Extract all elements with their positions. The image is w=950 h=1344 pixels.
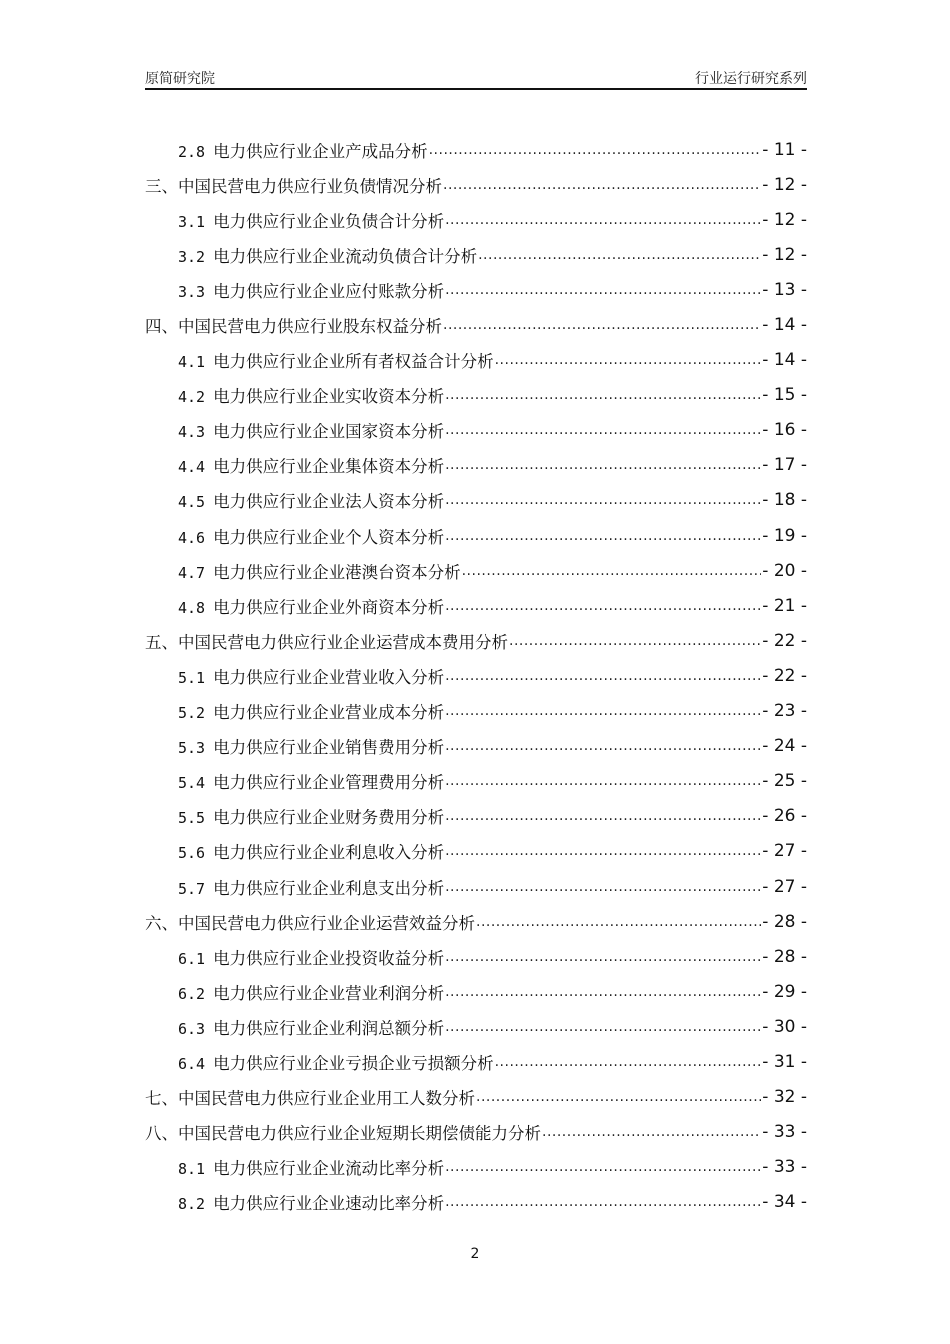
toc-entry-title [178, 1190, 445, 1214]
toc-entry-label: 电力供应行业企业港澳台资本分析 [213, 562, 461, 582]
toc-dot-leader [445, 1194, 761, 1210]
toc-entry-page: - 15 - [762, 385, 807, 406]
toc-entry-page: - 12 - [762, 209, 807, 230]
toc-entry-label: 电力供应行业企业实收资本分析 [213, 387, 445, 407]
toc-dot-leader [429, 142, 762, 158]
toc-entry-number: 4.5 [178, 493, 206, 512]
toc-entry-title [178, 348, 495, 372]
toc-entry-title [145, 1085, 476, 1109]
toc-entry-title [178, 769, 445, 793]
toc-entry-label: 电力供应行业企业投资收益分析 [213, 948, 445, 968]
toc-entry-label: 电力供应行业企业销售费用分析 [213, 738, 445, 758]
toc-entry-page: - 27 - [762, 876, 807, 897]
toc-section-entry[interactable] [145, 974, 807, 1009]
toc-entry-page: - 23 - [762, 701, 807, 722]
toc-entry-title [145, 910, 476, 934]
toc-dot-leader [445, 808, 761, 824]
toc-entry-page: - 17 - [762, 455, 807, 476]
toc-entry-title [178, 138, 429, 162]
toc-entry-page: - 11 - [762, 139, 807, 160]
toc-entry-number: 3.1 [178, 212, 206, 231]
toc-entry-page: - 28 - [762, 911, 807, 932]
toc-entry-title [145, 313, 443, 337]
toc-entry-title [178, 418, 445, 442]
toc-section-entry[interactable] [145, 1044, 807, 1079]
toc-dot-leader [445, 738, 761, 754]
toc-entry-page: - 19 - [762, 525, 807, 546]
toc-dot-leader [445, 492, 761, 508]
toc-entry-label: 电力供应行业企业法人资本分析 [213, 492, 445, 512]
toc-entry-label: 电力供应行业企业国家资本分析 [213, 422, 445, 442]
toc-entry-number: 6.3 [178, 1019, 206, 1038]
toc-entry-title [178, 559, 462, 583]
toc-entry-number: 5.5 [178, 809, 206, 828]
toc-section-entry[interactable] [145, 869, 807, 904]
toc-entry-page: - 30 - [762, 1016, 807, 1037]
toc-entry-page: - 31 - [762, 1051, 807, 1072]
toc-dot-leader [445, 528, 761, 544]
toc-section-entry[interactable] [145, 448, 807, 483]
page-number: 2 [470, 1246, 480, 1262]
toc-section-entry[interactable] [145, 237, 807, 272]
toc-dot-leader [509, 633, 761, 649]
toc-dot-leader [542, 1124, 761, 1140]
toc-entry-number: 4.2 [178, 388, 206, 407]
toc-dot-leader [445, 984, 761, 1000]
toc-dot-leader [445, 598, 761, 614]
toc-dot-leader [445, 387, 761, 403]
toc-section-entry[interactable] [145, 834, 807, 869]
toc-entry-number: 3.3 [178, 282, 206, 301]
toc-entry-label: 五、中国民营电力供应行业企业运营成本费用分析 [145, 632, 508, 652]
toc-dot-leader [495, 352, 762, 368]
toc-entry-number: 6.2 [178, 984, 206, 1003]
toc-dot-leader [443, 317, 761, 333]
toc-section-entry[interactable] [145, 764, 807, 799]
toc-entry-title [178, 804, 445, 828]
toc-entry-page: - 24 - [762, 736, 807, 757]
toc-dot-leader [445, 843, 761, 859]
toc-entry-title [178, 734, 445, 758]
toc-entry-number: 4.3 [178, 423, 206, 442]
toc-entry-page: - 28 - [762, 946, 807, 967]
toc-section-entry[interactable] [145, 694, 807, 729]
toc-entry-title [145, 629, 509, 653]
toc-entry-number: 4.4 [178, 458, 206, 477]
toc-entry-title [178, 1015, 445, 1039]
toc-entry-label: 七、中国民营电力供应行业企业用工人数分析 [145, 1089, 475, 1109]
toc-entry-label: 电力供应行业企业所有者权益合计分析 [213, 352, 494, 372]
toc-section-entry[interactable] [145, 202, 807, 237]
toc-entry-number: 3.2 [178, 247, 206, 266]
toc-dot-leader [445, 703, 761, 719]
toc-entry-label: 电力供应行业企业营业利润分析 [213, 983, 445, 1003]
toc-entry-label: 电力供应行业企业应付账款分析 [213, 281, 445, 301]
toc-entry-page: - 18 - [762, 490, 807, 511]
toc-entry-number: 6.1 [178, 949, 206, 968]
toc-section-entry[interactable] [145, 132, 807, 167]
toc-entry-page: - 16 - [762, 420, 807, 441]
toc-section-entry[interactable] [145, 272, 807, 307]
toc-entry-label: 电力供应行业企业亏损企业亏损额分析 [213, 1053, 494, 1073]
toc-entry-number: 2.8 [178, 142, 206, 161]
toc-entry-page: - 34 - [762, 1192, 807, 1213]
toc-entry-label: 电力供应行业企业流动负债合计分析 [213, 246, 478, 266]
toc-entry-title [178, 699, 445, 723]
toc-dot-leader [478, 247, 761, 263]
toc-dot-leader [476, 914, 761, 930]
toc-entry-page: - 21 - [762, 595, 807, 616]
toc-entry-number: 5.2 [178, 704, 206, 723]
toc-entry-title [178, 875, 445, 899]
toc-dot-leader [445, 668, 761, 684]
toc-entry-label: 电力供应行业企业集体资本分析 [213, 457, 445, 477]
toc-entry-label: 电力供应行业企业利润总额分析 [213, 1018, 445, 1038]
toc-section-entry[interactable] [145, 588, 807, 623]
toc-entry-label: 电力供应行业企业流动比率分析 [213, 1159, 445, 1179]
toc-section-entry[interactable] [145, 1185, 807, 1220]
toc-section-entry[interactable] [145, 729, 807, 764]
page-header [145, 66, 807, 90]
toc-entry-label: 电力供应行业企业利息支出分析 [213, 878, 445, 898]
toc-section-entry[interactable] [145, 939, 807, 974]
toc-entry-label: 电力供应行业企业利息收入分析 [213, 843, 445, 863]
toc-entry-number: 5.7 [178, 879, 206, 898]
toc-entry-label: 电力供应行业企业速动比率分析 [213, 1194, 445, 1214]
toc-chapter-entry[interactable] [145, 1080, 807, 1115]
toc-entry-label: 四、中国民营电力供应行业股东权益分析 [145, 317, 442, 337]
toc-entry-title [145, 1120, 542, 1144]
toc-entry-page: - 12 - [762, 244, 807, 265]
toc-chapter-entry[interactable] [145, 307, 807, 342]
toc-entry-label: 八、中国民营电力供应行业企业短期长期偿债能力分析 [145, 1124, 541, 1144]
toc-dot-leader [445, 212, 761, 228]
toc-dot-leader [445, 879, 761, 895]
toc-entry-number: 8.1 [178, 1160, 206, 1179]
toc-entry-page: - 12 - [762, 174, 807, 195]
toc-entry-title [178, 488, 445, 512]
toc-entry-number: 4.8 [178, 598, 206, 617]
toc-section-entry[interactable] [145, 483, 807, 518]
toc-entry-page: - 20 - [762, 560, 807, 581]
toc-entry-page: - 33 - [762, 1157, 807, 1178]
toc-entry-page: - 25 - [762, 771, 807, 792]
toc-dot-leader [445, 773, 761, 789]
toc-dot-leader [462, 563, 762, 579]
header-series-name: 行业运行研究系列 [695, 71, 807, 87]
toc-dot-leader [495, 1054, 762, 1070]
toc-entry-title [178, 664, 445, 688]
toc-entry-title [178, 839, 445, 863]
toc-entry-title [178, 594, 445, 618]
toc-entry-page: - 22 - [762, 630, 807, 651]
toc-dot-leader [445, 949, 761, 965]
toc-entry-page: - 33 - [762, 1122, 807, 1143]
toc-entry-label: 六、中国民营电力供应行业企业运营效益分析 [145, 913, 475, 933]
toc-entry-number: 6.4 [178, 1054, 206, 1073]
toc-entry-title [178, 278, 445, 302]
toc-entry-page: - 27 - [762, 841, 807, 862]
toc-entry-title [178, 383, 445, 407]
toc-dot-leader [445, 457, 761, 473]
toc-entry-title [178, 1155, 445, 1179]
toc-entry-number: 5.6 [178, 844, 206, 863]
toc-section-entry[interactable] [145, 1009, 807, 1044]
toc-entry-number: 5.4 [178, 774, 206, 793]
toc-entry-label: 电力供应行业企业财务费用分析 [213, 808, 445, 828]
toc-entry-title [145, 173, 443, 197]
toc-entry-number: 4.6 [178, 528, 206, 547]
toc-entry-number: 5.3 [178, 739, 206, 758]
table-of-contents [145, 132, 807, 1220]
toc-chapter-entry[interactable] [145, 167, 807, 202]
toc-section-entry[interactable] [145, 413, 807, 448]
toc-entry-label: 电力供应行业企业个人资本分析 [213, 527, 445, 547]
toc-dot-leader [445, 1159, 761, 1175]
toc-entry-title [178, 1050, 495, 1074]
toc-dot-leader [445, 422, 761, 438]
toc-entry-title [178, 524, 445, 548]
toc-entry-number: 5.1 [178, 668, 206, 687]
toc-entry-title [178, 945, 445, 969]
toc-dot-leader [476, 1089, 761, 1105]
toc-dot-leader [443, 177, 761, 193]
toc-entry-label: 电力供应行业企业负债合计分析 [213, 211, 445, 231]
toc-entry-page: - 14 - [762, 350, 807, 371]
toc-entry-page: - 32 - [762, 1087, 807, 1108]
toc-dot-leader [445, 282, 761, 298]
toc-section-entry[interactable] [145, 1150, 807, 1185]
toc-entry-number: 4.7 [178, 563, 206, 582]
toc-entry-number: 8.2 [178, 1195, 206, 1214]
toc-section-entry[interactable] [145, 658, 807, 693]
toc-section-entry[interactable] [145, 518, 807, 553]
toc-entry-label: 电力供应行业企业外商资本分析 [213, 597, 445, 617]
toc-entry-label: 电力供应行业企业营业成本分析 [213, 703, 445, 723]
toc-chapter-entry[interactable] [145, 904, 807, 939]
toc-section-entry[interactable] [145, 378, 807, 413]
toc-entry-title [178, 453, 445, 477]
toc-entry-page: - 26 - [762, 806, 807, 827]
toc-entry-title [178, 980, 445, 1004]
toc-entry-label: 电力供应行业企业管理费用分析 [213, 773, 445, 793]
toc-chapter-entry[interactable] [145, 1115, 807, 1150]
toc-section-entry[interactable] [145, 799, 807, 834]
toc-entry-page: - 22 - [762, 665, 807, 686]
toc-entry-title [178, 243, 478, 267]
toc-entry-page: - 29 - [762, 981, 807, 1002]
toc-entry-page: - 13 - [762, 279, 807, 300]
toc-section-entry[interactable] [145, 343, 807, 378]
header-org-name: 原简研究院 [145, 71, 215, 87]
toc-dot-leader [445, 1019, 761, 1035]
toc-chapter-entry[interactable] [145, 623, 807, 658]
toc-entry-title [178, 208, 445, 232]
toc-entry-number: 4.1 [178, 353, 206, 372]
toc-entry-label: 三、中国民营电力供应行业负债情况分析 [145, 176, 442, 196]
toc-section-entry[interactable] [145, 553, 807, 588]
toc-entry-label: 电力供应行业企业营业收入分析 [213, 667, 445, 687]
toc-entry-page: - 14 - [762, 315, 807, 336]
toc-entry-label: 电力供应行业企业产成品分析 [213, 141, 428, 161]
